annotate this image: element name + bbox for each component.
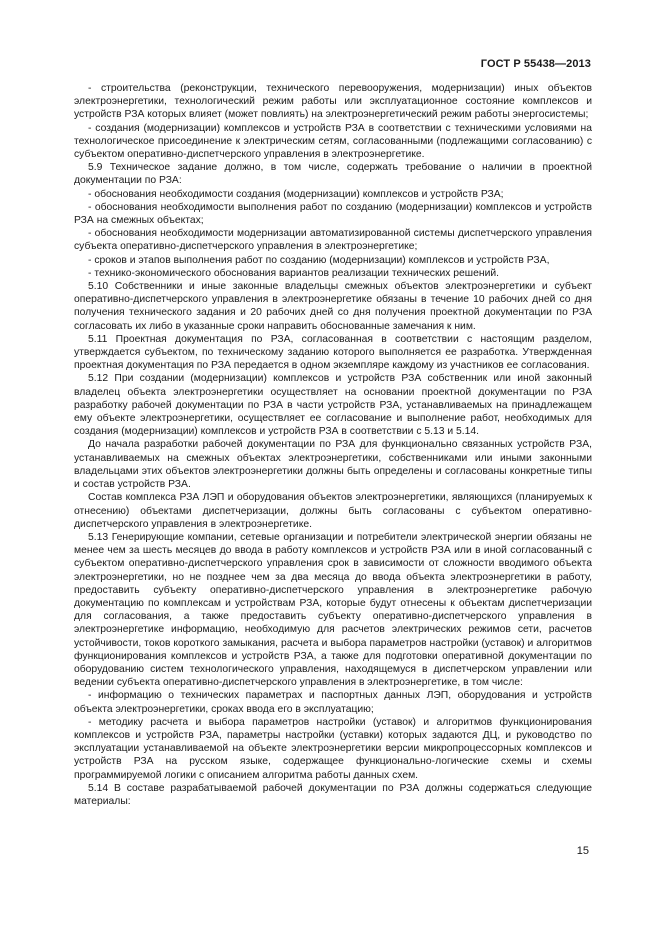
paragraph: - обоснования необходимости создания (модернизации) комплексов и устройств РЗА;: [88, 188, 504, 200]
paragraph: 5.13 Генерирующие компании, сетевые организации и потребители электрической энергии обязаны не менее чем за шесть месяцев до ввода в работу комплексов и устройств РЗА или в иной согласованный с субъектом оперативно-диспетчерского управления срок в зависимости от сложности вводимого объекта электроэнергетики, но не позднее чем за два месяца до ввода объекта электроэнергетики в работу, предоставить субъекту оперативно-диспетчерского управления в электроэнергетике рабочую документацию по комплексам и устройствам РЗА, которые будут отнесены к объектам диспетчеризации для согласования, а также предоставить субъекту оперативно-диспетчерского управления в электроэнергетике информацию, необходимую для расчетов электрических режимов сети, расчетов устойчивости, токов короткого замыкания, расчета и выбора параметров настройки (уставок) и алгоритмов функционирования комплексов и устройств РЗА, а также для подготовки оперативной документации по оборудованию систем технологического управления, находящемуся в диспетчерском управлении или ведении субъекта оперативно-диспетчерского управления в электроэнергетике, в том числе:: [74, 531, 592, 689]
page-number: 15: [576, 845, 589, 857]
paragraph: - сроков и этапов выполнения работ по созданию (модернизации) комплексов и устройств РЗА,: [88, 254, 550, 266]
paragraph: - создания (модернизации) комплексов и устройств РЗА в соответствии с техническими условиями на технологическое присоединение к электрическим сетям, согласованными (подлежащими согласованию) с субъектом оперативно-диспетчерского управления в электроэнергетике.: [74, 122, 592, 161]
paragraph: До начала разработки рабочей документации по РЗА для функционально связанных устройств РЗА, устанавливаемых на смежных объектах электроэнергетики, собственниками или иными законными владельцами этих объектов электроэнергетики должны быть определены и согласованы конкретные типы и состав устройств РЗА.: [74, 439, 592, 491]
paragraph: 5.11 Проектная документация по РЗА, согласованная в соответствии с настоящим разделом, утверждается субъектом, по техническому заданию которого выполняется ее разработка. Утвержденная проектная документация по РЗА передается в одном экземпляре каждому из участников ее согласования.: [74, 333, 592, 372]
paragraph: 5.10 Собственники и иные законные владельцы смежных объектов электроэнергетики и субъект оперативно-диспетчерского управления в электроэнергетике обязаны в течение 10 рабочих дней со дня получения технического задания и 20 рабочих дней со дня получения проектной документации по РЗА согласовать их либо в указанные сроки направить обоснованные замечания к ним.: [74, 281, 592, 332]
paragraph: - методику расчета и выбора параметров настройки (уставок) и алгоритмов функционирования комплексов и устройств РЗА, параметры настройки (уставки) которых задаются ДЦ, и руководство по эксплуатации устанавливаемой на объекте электроэнергетики версии микропроцессорных комплексов и устройств РЗА на русском языке, содержащее функционально-логические схемы и схемы программируемой логики с описанием алгоритма работы данных схем.: [74, 716, 592, 781]
paragraph: - технико-экономического обоснования вариантов реализации технических решений.: [88, 267, 499, 279]
paragraph: 5.12 При создании (модернизации) комплексов и устройств РЗА собственник или иной законный владелец объекта электроэнергетики осуществляет на основании проектной документации по РЗА разработку рабочей документации по РЗА в части устройств РЗА, устанавливаемых на принадлежащем ему объекте электроэнергетики, осуществляет ее согласование и выполнение работ, необходимых для создания (модернизации) комплексов и устройств РЗА в соответствии с 5.13 и 5.14.: [74, 373, 592, 438]
standard-number-header: ГОСТ Р 55438—2013: [480, 58, 591, 70]
paragraph: - информацию о технических параметрах и паспортных данных ЛЭП, оборудования и устройств объекта электроэнергетики, сроках ввода его в эксплуатацию;: [74, 690, 592, 715]
paragraph: - обоснования необходимости выполнения работ по созданию (модернизации) комплексов и устройств РЗА на смежных объектах;: [74, 201, 592, 227]
paragraph: - обоснования необходимости модернизации автоматизированной системы диспетчерского управления субъекта оперативно-диспетчерского управления в электроэнергетике;: [74, 228, 592, 253]
paragraph: 5.14 В составе разрабатываемой рабочей документации по РЗА должны содержаться следующие материалы:: [74, 782, 592, 807]
paragraph: Состав комплекса РЗА ЛЭП и оборудования объектов электроэнергетики, являющихся (планируемых к отнесению) объектами диспетчеризации, должны быть согласованы с субъектом оперативно-диспетчерского управления в электроэнергетике.: [74, 492, 592, 530]
paragraph: 5.9 Техническое задание должно, в том числе, содержать требование о наличии в проектной документации по РЗА:: [74, 162, 592, 187]
document-body: [74, 82, 592, 808]
paragraph: - строительства (реконструкции, технического перевооружения, модернизации) иных объектов электроэнергетики, технологический режим работы или эксплуатационное состояние комплексов и устройств РЗА которых влияет (может повлиять) на электроэнергетический режим работы энергосистемы;: [74, 83, 592, 121]
